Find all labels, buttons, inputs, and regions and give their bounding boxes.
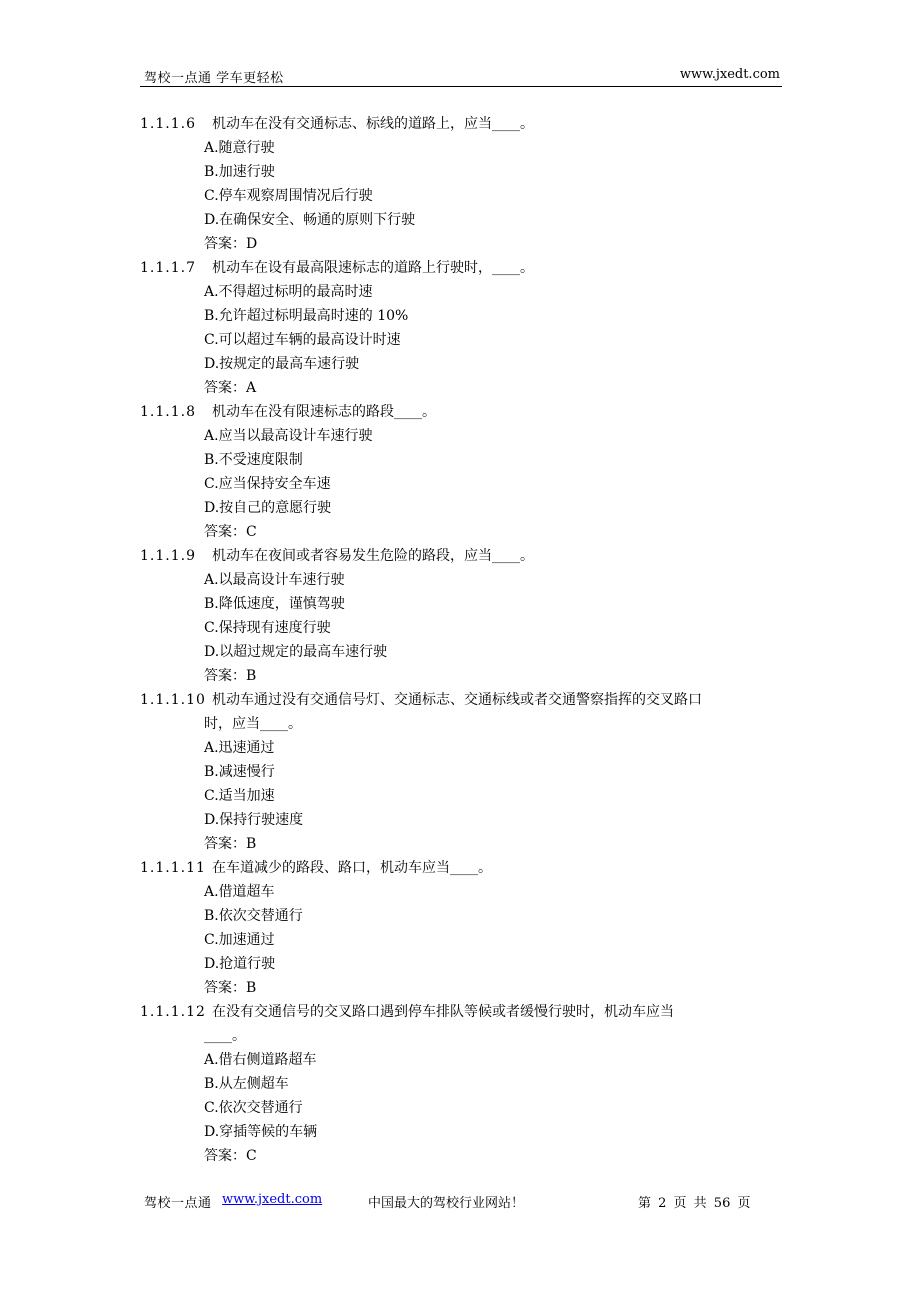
answer-option: B.依次交替通行: [204, 908, 303, 924]
question-number: 1.1.1.10: [140, 692, 206, 708]
question-number: 1.1.1.7: [140, 260, 196, 276]
question-number: 1.1.1.12: [140, 1004, 206, 1020]
question-text: 在没有交通信号的交叉路口遇到停车排队等候或者缓慢行驶时，机动车应当: [212, 1004, 674, 1020]
answer-option: C.停车观察周围情况后行驶: [204, 188, 373, 204]
question-text: 在车道减少的路段、路口，机动车应当____。: [212, 860, 492, 876]
question-block: [140, 256, 800, 400]
question-text: 机动车在没有交通标志、标线的道路上，应当____。: [212, 116, 534, 132]
correct-answer: 答案：C: [204, 524, 257, 540]
answer-option: C.应当保持安全车速: [204, 476, 331, 492]
question-line: [140, 256, 800, 280]
footer-brand: 驾校一点通: [144, 1196, 212, 1211]
question-line: [140, 544, 800, 568]
question-number: 1.1.1.6: [140, 116, 196, 132]
correct-answer: 答案：B: [204, 980, 257, 996]
answer-option: A.以最高设计车速行驶: [204, 572, 345, 588]
answer-option: B.减速慢行: [204, 764, 275, 780]
footer-link[interactable]: www.jxedt.com: [222, 1192, 323, 1207]
question-text-continuation: 时，应当____。: [204, 716, 302, 732]
question-line: [140, 112, 800, 136]
answer-option: B.允许超过标明最高时速的 10%: [204, 308, 409, 324]
answer-option: A.应当以最高设计车速行驶: [204, 428, 373, 444]
question-text: 机动车在设有最高限速标志的道路上行驶时，____。: [212, 260, 534, 276]
answer-option: D.以超过规定的最高车速行驶: [204, 644, 388, 660]
answer-option: C.依次交替通行: [204, 1100, 303, 1116]
page-header: [140, 64, 782, 87]
question-block: [140, 856, 800, 1000]
page-footer: [140, 1190, 760, 1212]
answer-option: C.加速通过: [204, 932, 275, 948]
header-slogan: 驾校一点通 学车更轻松: [144, 71, 284, 86]
question-block: [140, 688, 800, 856]
answer-option: D.按规定的最高车速行驶: [204, 356, 360, 372]
question-block: [140, 400, 800, 544]
answer-option: A.迅速通过: [204, 740, 275, 756]
question-text-continuation: ____。: [204, 1028, 246, 1044]
footer-tagline: 中国最大的驾校行业网站！: [368, 1196, 525, 1211]
question-block: [140, 1000, 800, 1168]
footer-page-number: 第 2 页 共 56 页: [638, 1196, 751, 1211]
answer-option: A.借右侧道路超车: [204, 1052, 317, 1068]
answer-option: C.保持现有速度行驶: [204, 620, 331, 636]
question-number: 1.1.1.8: [140, 404, 196, 420]
answer-option: D.在确保安全、畅通的原则下行驶: [204, 212, 416, 228]
question-text: 机动车在没有限速标志的路段____。: [212, 404, 436, 420]
correct-answer: 答案：C: [204, 1148, 257, 1164]
question-text: 机动车在夜间或者容易发生危险的路段，应当____。: [212, 548, 534, 564]
answer-option: D.抢道行驶: [204, 956, 276, 972]
correct-answer: 答案：A: [204, 380, 257, 396]
answer-option: B.不受速度限制: [204, 452, 303, 468]
question-line: [140, 856, 800, 880]
answer-option: D.按自己的意愿行驶: [204, 500, 332, 516]
answer-option: A.随意行驶: [204, 140, 275, 156]
question-line: [140, 1000, 800, 1024]
answer-option: C.适当加速: [204, 788, 275, 804]
header-url: www.jxedt.com: [679, 67, 780, 82]
answer-option: D.保持行驶速度: [204, 812, 304, 828]
answer-option: A.借道超车: [204, 884, 275, 900]
answer-option: B.从左侧超车: [204, 1076, 289, 1092]
question-text: 机动车通过没有交通信号灯、交通标志、交通标线或者交通警察指挥的交叉路口: [212, 692, 702, 708]
correct-answer: 答案：B: [204, 668, 257, 684]
answer-option: A.不得超过标明的最高时速: [204, 284, 373, 300]
answer-option: B.加速行驶: [204, 164, 275, 180]
answer-option: D.穿插等候的车辆: [204, 1124, 318, 1140]
correct-answer: 答案：B: [204, 836, 257, 852]
question-line: [140, 400, 800, 424]
question-block: [140, 544, 800, 688]
question-block: [140, 112, 800, 256]
question-line: [140, 688, 800, 712]
correct-answer: 答案：D: [204, 236, 258, 252]
question-number: 1.1.1.11: [140, 860, 206, 876]
question-number: 1.1.1.9: [140, 548, 196, 564]
answer-option: C.可以超过车辆的最高设计时速: [204, 332, 401, 348]
question-list: [140, 112, 800, 1168]
answer-option: B.降低速度，谨慎驾驶: [204, 596, 345, 612]
